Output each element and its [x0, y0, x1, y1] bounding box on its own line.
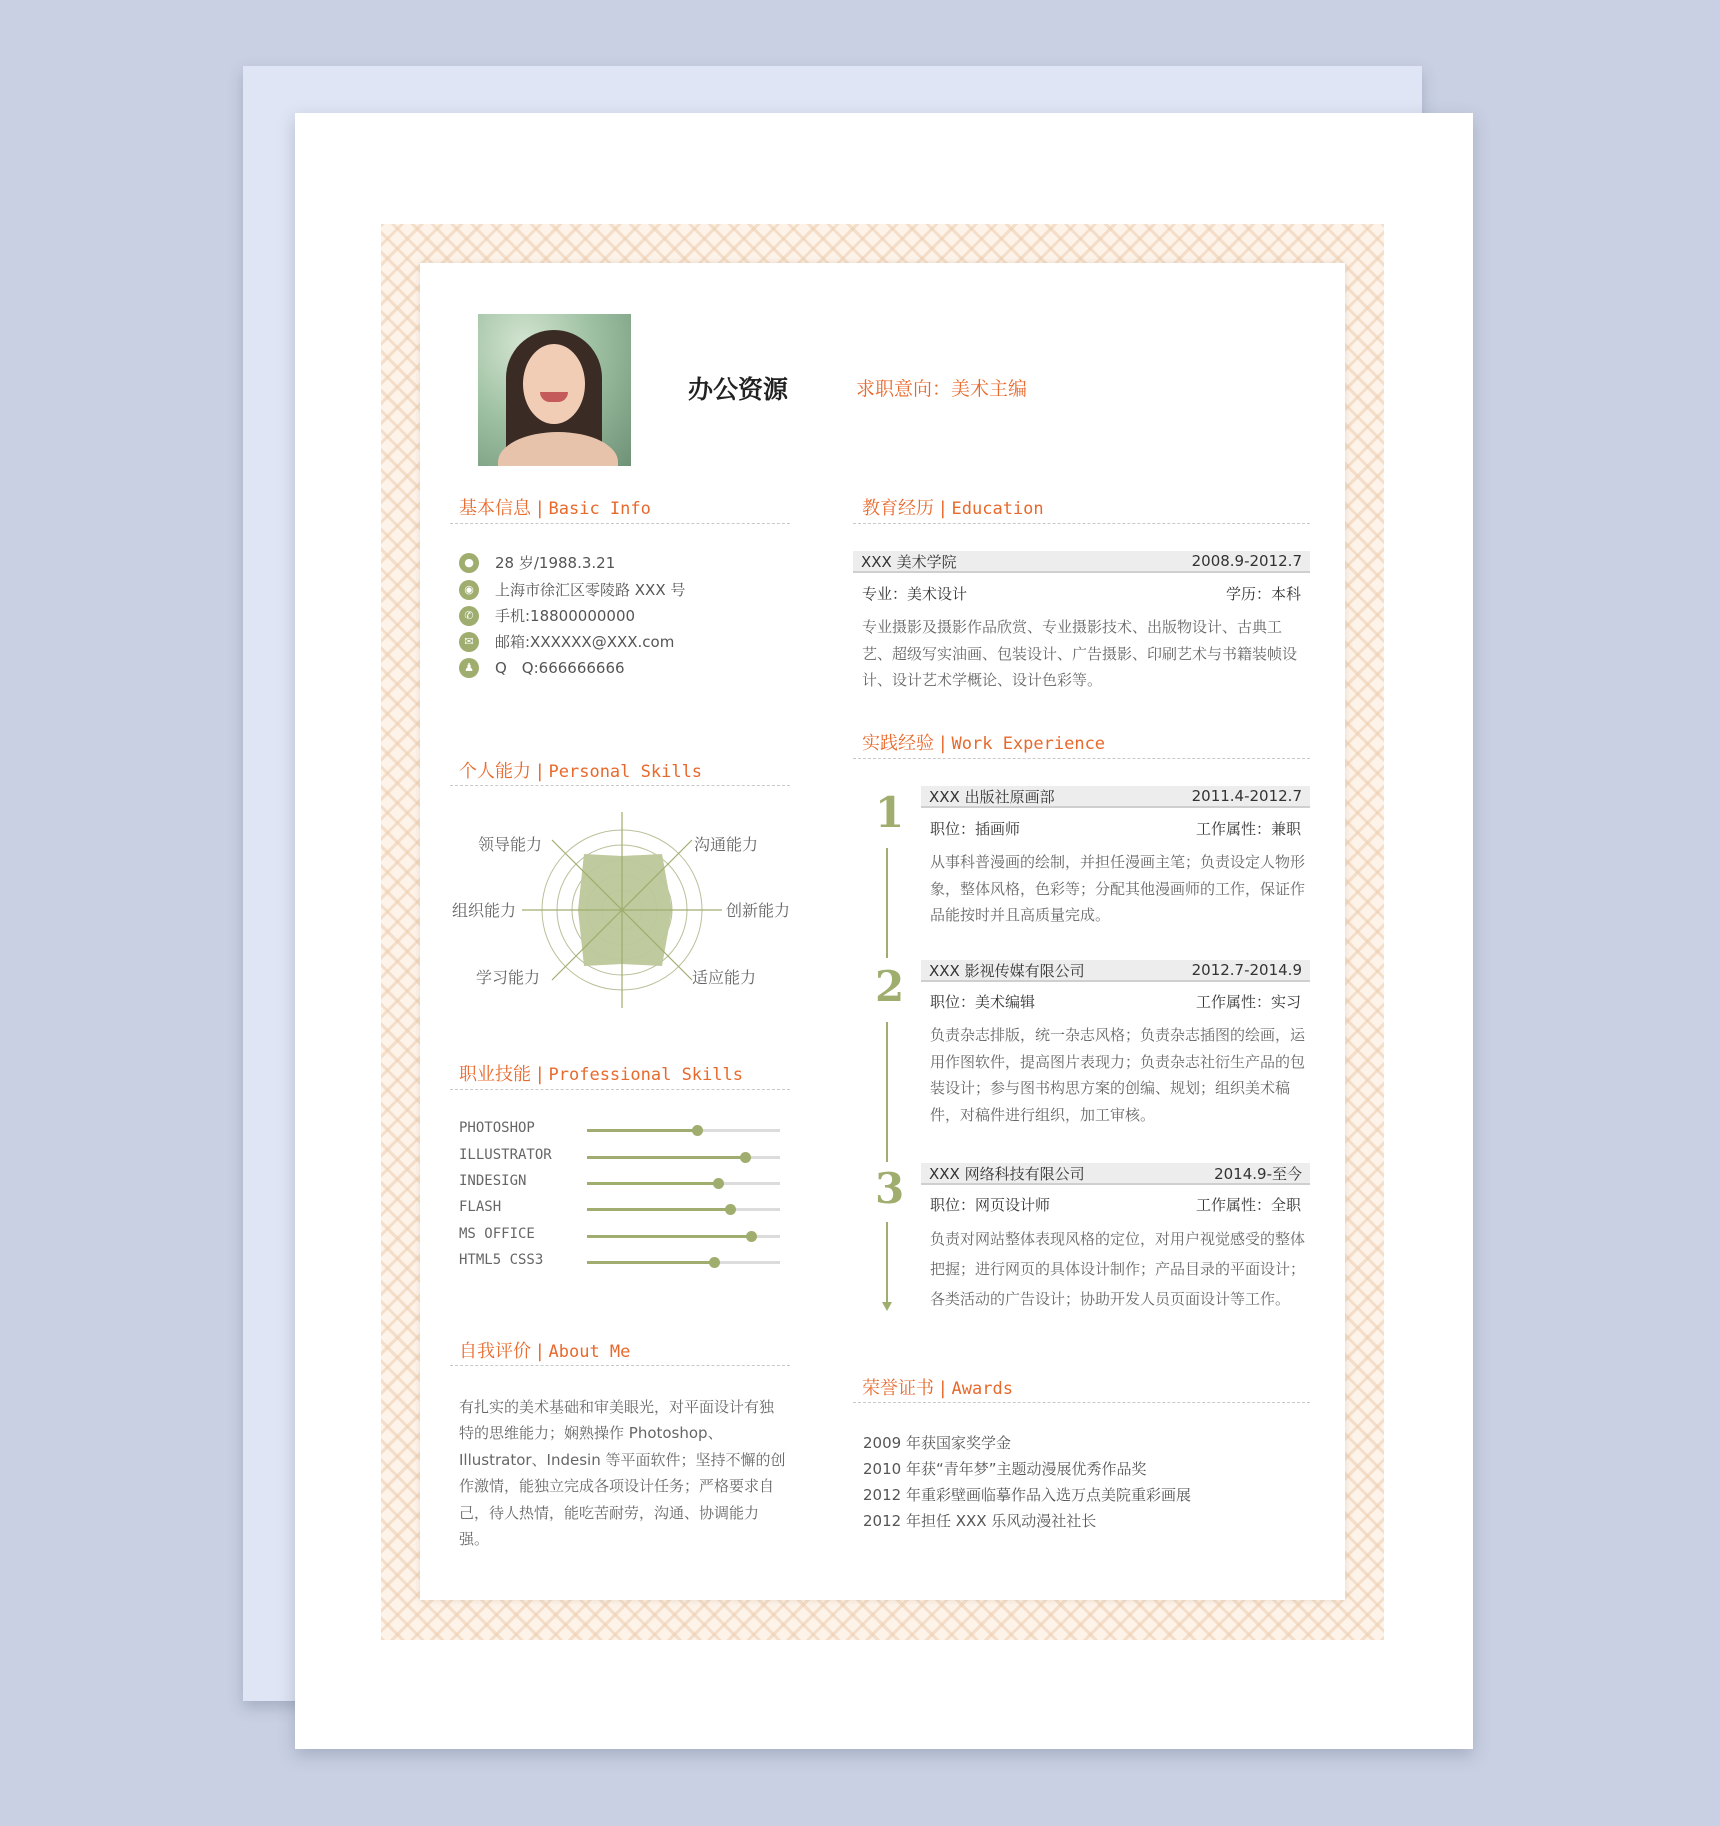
job-company: XXX 影视传媒有限公司 [929, 961, 1085, 980]
job-company: XXX 网络科技有限公司 [929, 1164, 1085, 1183]
section-divider [853, 758, 1310, 759]
skill-bar [587, 1129, 780, 1132]
radar-label-communication: 沟通能力 [694, 835, 759, 854]
mail-icon: ✉ [459, 632, 479, 652]
skill-handle [746, 1231, 757, 1242]
info-phone: ✆ 手机:18800000000 [459, 605, 635, 626]
radar-label-leadership: 领导能力 [478, 835, 543, 854]
section-divider [450, 1089, 790, 1090]
job-type: 工作属性：全职 [1195, 1196, 1301, 1214]
job-position: 职位：美术编辑 [930, 993, 1036, 1011]
skill-bar [587, 1261, 780, 1264]
job-meta-row [930, 1194, 1301, 1215]
radar-label-innovation: 创新能力 [726, 901, 791, 920]
radar-label-learning: 学习能力 [476, 968, 541, 987]
job-description: 负责杂志排版，统一杂志风格；负责杂志插图的绘画，运用作图软件，提高图片表现力；负责杂志社衍生产品的包装设计；参与图书构思方案的创编、规划；组织美术稿件，对稿件进行组织，加工审核。 [930, 1026, 1306, 1124]
basic-info-heading: 基本信息 | Basic Info [459, 498, 651, 519]
personal-skills-heading: 个人能力 | Personal Skills [459, 761, 703, 782]
education-heading: 教育经历 | Education [862, 498, 1044, 519]
skill-name: FLASH [459, 1199, 502, 1215]
job-type: 工作属性：兼职 [1195, 820, 1301, 838]
school-name: XXX 美术学院 [861, 552, 957, 571]
job-title-row [921, 1163, 1310, 1185]
education-school-row [853, 551, 1310, 573]
awards-heading: 荣誉证书 | Awards [862, 1378, 1013, 1399]
skill-name: PHOTOSHOP [459, 1120, 535, 1136]
profile-photo [478, 314, 631, 466]
skill-handle [692, 1125, 703, 1136]
skill-name: MS OFFICE [459, 1226, 535, 1242]
job-type: 工作属性：实习 [1195, 993, 1301, 1011]
job-position: 职位：网页设计师 [930, 1196, 1051, 1214]
section-divider [853, 1402, 1310, 1403]
person-icon: ● [459, 553, 479, 573]
education-major: 专业：美术设计 [862, 585, 968, 603]
info-age: ● 28 岁/1988.3.21 [459, 552, 615, 573]
job-description: 负责对网站整体表现风格的定位，对用户视觉感受的整体把握；进行网页的具体设计制作；产品目录的平面设计；各类活动的广告设计；协助开发人员页面设计等工作。 [930, 1230, 1306, 1308]
award-item: 2012 年重彩壁画临摹作品入选万点美院重彩画展 [863, 1486, 1191, 1504]
education-degree: 学历：本科 [1225, 585, 1301, 603]
education-description: 专业摄影及摄影作品欣赏、专业摄影技术、出版物设计、古典工艺、超级写实油画、包装设计、广告摄影、印刷艺术与书籍装帧设计、设计艺术学概论、设计色彩等。 [862, 618, 1298, 689]
timeline-line [886, 848, 888, 958]
section-divider [450, 785, 790, 786]
job-intent: 求职意向：美术主编 [856, 378, 1028, 400]
award-item: 2012 年担任 XXX 乐风动漫社社长 [863, 1512, 1097, 1530]
job-meta-row [930, 991, 1301, 1012]
skill-bar [587, 1156, 780, 1159]
education-period: 2008.9-2012.7 [1191, 552, 1302, 570]
skill-bar [587, 1208, 780, 1211]
about-text: 有扎实的美术基础和审美眼光，对平面设计有独特的思维能力；娴熟操作 Photoshop、Illustrator、Indesin 等平面软件；坚持不懈的创作激情，能独立完成各项设计任务；严格要求自己，待人热情，能吃苦耐劳，沟通、协调能力强。 [459, 1398, 786, 1549]
phone-icon: ✆ [459, 606, 479, 626]
job-title-row [921, 960, 1310, 982]
education-major-row [862, 583, 1301, 604]
section-divider [450, 1365, 790, 1366]
skill-handle [725, 1204, 736, 1215]
section-divider [450, 523, 790, 524]
skill-name: INDESIGN [459, 1173, 527, 1189]
skill-bar [587, 1235, 780, 1238]
job-period: 2014.9-至今 [1214, 1164, 1302, 1183]
job-company: XXX 出版社原画部 [929, 787, 1055, 806]
job-period: 2011.4-2012.7 [1191, 787, 1302, 805]
timeline-number: 3 [875, 1164, 905, 1213]
info-address: ◉ 上海市徐汇区零陵路 XXX 号 [459, 579, 685, 600]
timeline-line [886, 1022, 888, 1162]
timeline-number: 2 [875, 962, 905, 1011]
job-description: 从事科普漫画的绘制，并担任漫画主笔；负责设定人物形象，整体风格，色彩等；分配其他漫画师的工作，保证作品能按时并且高质量完成。 [930, 853, 1306, 924]
work-heading: 实践经验 | Work Experience [862, 733, 1106, 754]
award-item: 2009 年获国家奖学金 [863, 1434, 1011, 1452]
timeline-line [886, 1222, 888, 1306]
info-qq: ♟ Q Q:666666666 [459, 657, 625, 678]
candidate-name: 办公资源 [688, 375, 789, 404]
radar-label-adaptability: 适应能力 [692, 968, 757, 987]
info-email: ✉ 邮箱:XXXXXX@XXX.com [459, 631, 674, 652]
job-meta-row [930, 818, 1301, 839]
job-title-row [921, 786, 1310, 808]
skill-bar [587, 1182, 780, 1185]
award-item: 2010 年获“青年梦”主题动漫展优秀作品奖 [863, 1460, 1147, 1478]
skill-name: HTML5 CSS3 [459, 1252, 544, 1268]
professional-skills-heading: 职业技能 | Professional Skills [459, 1064, 743, 1085]
timeline-number: 1 [875, 788, 905, 837]
section-divider [853, 523, 1310, 524]
job-position: 职位：插画师 [930, 820, 1021, 838]
about-heading: 自我评价 | About Me [459, 1341, 631, 1362]
location-icon: ◉ [459, 580, 479, 600]
radar-label-organization: 组织能力 [452, 901, 517, 920]
skill-name: ILLUSTRATOR [459, 1147, 552, 1163]
qq-icon: ♟ [459, 658, 479, 678]
arrow-down-icon [882, 1302, 892, 1311]
job-period: 2012.7-2014.9 [1191, 961, 1302, 979]
